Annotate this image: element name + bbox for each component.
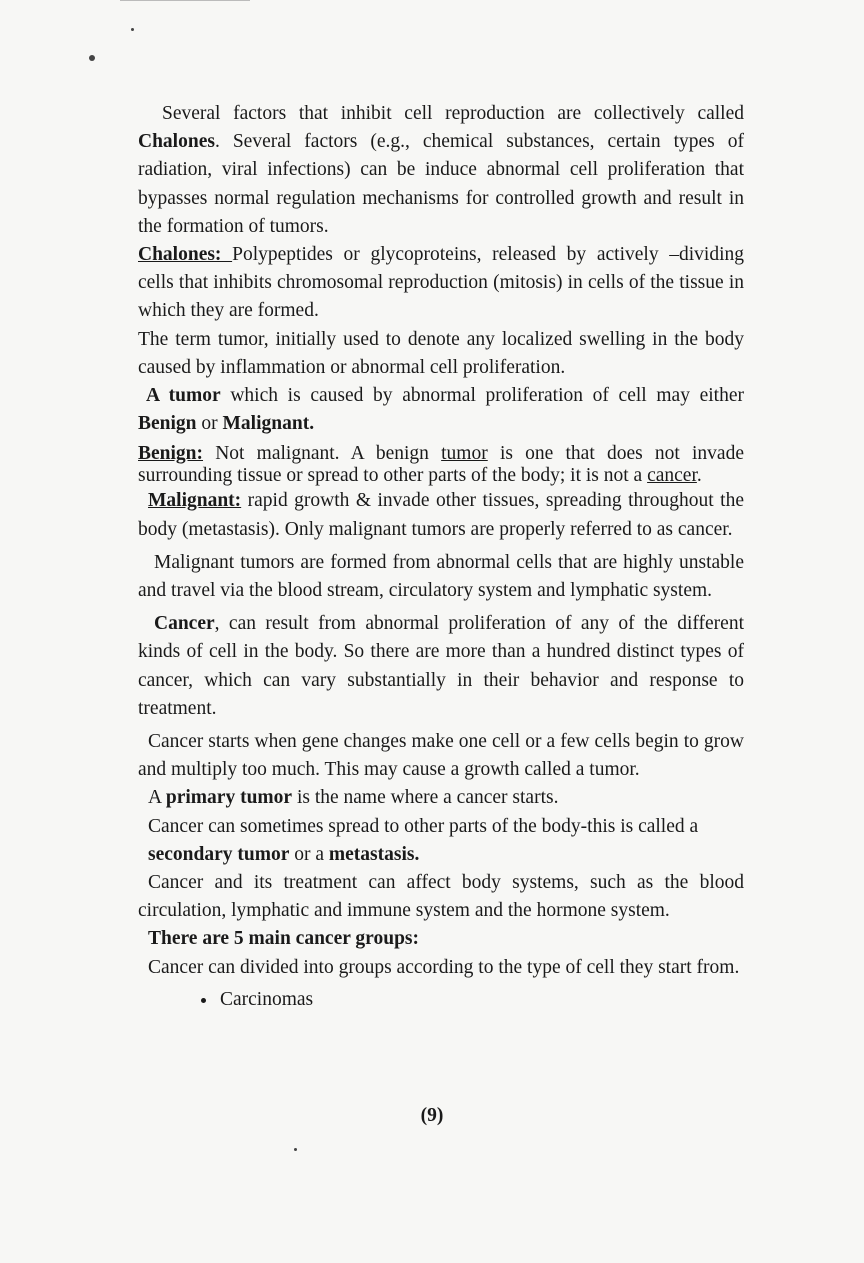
paragraph-primary-tumor: A primary tumor is the name where a cancer starts. [148, 787, 559, 809]
paragraph-chalones-definition: Chalones: Polypeptides or glycoproteins, released by actively –dividing cells that inhibits chromosomal reproduction (mitosis) in cells of the tissue in which they are formed. [138, 244, 744, 322]
paragraph-tumor-types: A tumor which is caused by abnormal proliferation of cell may either Benign or Malignant. [138, 385, 745, 435]
paragraph-chalones-intro: Several factors that inhibit cell reproduction are collectively called Chalones. Several factors (e.g., chemical substances, certain types of radiation, viral infections) can be induce abnormal cell proliferation that bypasses normal regulation mechanisms for controlled growth and result in the formation of tumors. [138, 103, 744, 237]
scan-artifact-dot [294, 1148, 297, 1151]
list-item: • Carcinomas [218, 986, 744, 1014]
section-heading-cancer-groups: There are 5 main cancer groups: [148, 928, 419, 950]
term-chalones: Chalones [138, 131, 215, 153]
paragraph-benign: Benign: Not malignant. A benign tumor is one that does not invade surrounding tissue or spread to other parts of the body; it is not a cancer. [138, 443, 744, 487]
scan-artifact-dot [89, 55, 95, 61]
paragraph-malignant-tumors: Malignant tumors are formed from abnormal cells that are highly unstable and travel via the blood stream, circulatory system and lymphatic system. [138, 551, 744, 602]
page-number: (9) [420, 1105, 444, 1126]
paragraph-cancer-groups: Cancer can divided into groups according to the type of cell they start from. [148, 956, 740, 978]
scan-artifact-dot [131, 28, 134, 31]
scan-artifact-line [120, 0, 250, 1]
paragraph-cancer: Cancer, can result from abnormal proliferation of any of the different kinds of cell in the body. So there are more than a hundred distinct types of cancer, which can vary substantially in their behavior and response to treatment. [138, 613, 744, 719]
paragraph-tumor-term: The term tumor, initially used to denote any localized swelling in the body caused by inflammation or abnormal cell proliferation. [138, 328, 744, 378]
cancer-group-list [138, 986, 744, 1014]
term-chalones-heading: Chalones: [138, 244, 233, 266]
paragraph-cancer-starts: Cancer starts when gene changes make one cell or a few cells begin to grow and multiply too much. This may cause a growth called a tumor. [138, 731, 744, 781]
paragraph-body-systems: Cancer and its treatment can affect body systems, such as the blood circulation, lymphatic and immune system and the hormone system. [138, 872, 744, 922]
document-body [138, 100, 744, 1014]
paragraph-secondary-tumor: Cancer can sometimes spread to other parts of the body-this is called a secondary tumor or a metastasis. [148, 815, 699, 865]
paragraph-malignant: Malignant: rapid growth & invade other tissues, spreading throughout the body (metastasis). Only malignant tumors are properly referred to as cancer. [138, 490, 744, 540]
